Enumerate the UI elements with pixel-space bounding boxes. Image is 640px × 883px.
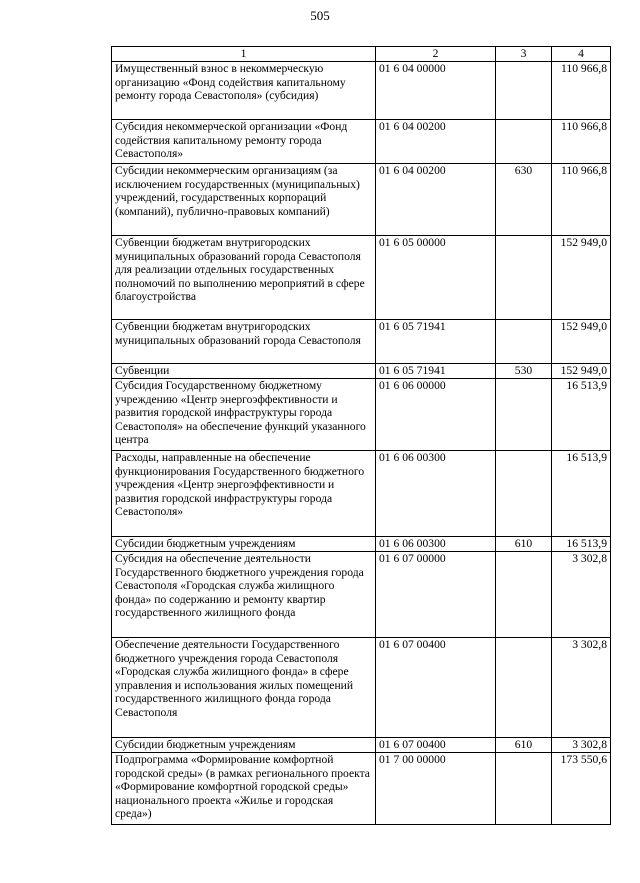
row-type — [496, 379, 552, 451]
table-row — [112, 120, 611, 164]
row-name: Субвенции бюджетам внутригородских муниципальных образований города Севастополя — [112, 320, 376, 364]
row-code: 01 6 04 00200 — [376, 164, 496, 236]
table-row — [112, 638, 611, 738]
row-type — [496, 552, 552, 638]
row-name: Подпрограмма «Формирование комфортной городской среды» (в рамках регионального проекта «Формирование комфортной городской среды» национального проекта «Жилье и городская среда») — [112, 753, 376, 825]
row-amount: 110 966,8 — [552, 62, 611, 120]
table-row — [112, 364, 611, 379]
row-type — [496, 62, 552, 120]
row-name: Субсидии бюджетным учреждениям — [112, 537, 376, 552]
row-amount: 3 302,8 — [552, 738, 611, 753]
table-row — [112, 164, 611, 236]
column-header-code: 2 — [376, 47, 496, 62]
budget-table — [111, 46, 611, 825]
row-amount: 173 550,6 — [552, 753, 611, 825]
row-type — [496, 236, 552, 320]
row-amount: 3 302,8 — [552, 552, 611, 638]
row-name: Расходы, направленные на обеспечение функционирования Государственного бюджетного учреждения «Центр энергоэффективности и развития городской инфраструктуры города Севастополя» — [112, 451, 376, 537]
column-header-amount: 4 — [552, 47, 611, 62]
page-number: 505 — [310, 8, 330, 23]
column-header-name: 1 — [112, 47, 376, 62]
header-row — [112, 47, 611, 62]
row-name: Субсидии бюджетным учреждениям — [112, 738, 376, 753]
table-row — [112, 537, 611, 552]
table-row — [112, 320, 611, 364]
row-amount: 152 949,0 — [552, 364, 611, 379]
row-type: 630 — [496, 164, 552, 236]
table-row — [112, 753, 611, 825]
row-name: Субсидия некоммерческой организации «Фонд содействия капитальному ремонту города Севастополя» — [112, 120, 376, 164]
row-type — [496, 753, 552, 825]
table-row — [112, 62, 611, 120]
row-type: 610 — [496, 537, 552, 552]
row-amount: 110 966,8 — [552, 120, 611, 164]
table-row — [112, 379, 611, 451]
row-amount: 16 513,9 — [552, 537, 611, 552]
table-row — [112, 451, 611, 537]
row-code: 01 6 06 00000 — [376, 379, 496, 451]
row-code: 01 6 05 71941 — [376, 320, 496, 364]
row-type — [496, 451, 552, 537]
row-name: Обеспечение деятельности Государственного бюджетного учреждения города Севастополя «Городская служба жилищного фонда» в сфере управления и использования жилых помещений государственного жилищного фонда города Севастополя — [112, 638, 376, 738]
row-type: 610 — [496, 738, 552, 753]
row-amount: 152 949,0 — [552, 236, 611, 320]
row-code: 01 7 00 00000 — [376, 753, 496, 825]
row-amount: 110 966,8 — [552, 164, 611, 236]
row-name: Имущественный взнос в некоммерческую организацию «Фонд содействия капитальному ремонту города Севастополя» (субсидия) — [112, 62, 376, 120]
table-row — [112, 738, 611, 753]
row-code: 01 6 07 00400 — [376, 638, 496, 738]
row-type — [496, 638, 552, 738]
row-code: 01 6 04 00200 — [376, 120, 496, 164]
row-amount: 3 302,8 — [552, 638, 611, 738]
row-name: Субвенции бюджетам внутригородских муниципальных образований города Севастополя для реализации отдельных государственных полномочий по выполнению мероприятий в сфере благоустройства — [112, 236, 376, 320]
table-row — [112, 236, 611, 320]
row-name: Субсидии некоммерческим организациям (за исключением государственных (муниципальных) учреждений, государственных корпораций (компаний), публично-правовых компаний) — [112, 164, 376, 236]
row-code: 01 6 06 00300 — [376, 451, 496, 537]
row-amount: 16 513,9 — [552, 379, 611, 451]
row-code: 01 6 07 00400 — [376, 738, 496, 753]
row-type: 530 — [496, 364, 552, 379]
row-code: 01 6 06 00300 — [376, 537, 496, 552]
row-name: Субсидия на обеспечение деятельности Государственного бюджетного учреждения города Севастополя «Городская служба жилищного фонда» по содержанию и ремонту квартир государственного жилищного фонда — [112, 552, 376, 638]
row-code: 01 6 07 00000 — [376, 552, 496, 638]
row-type — [496, 120, 552, 164]
row-amount: 152 949,0 — [552, 320, 611, 364]
row-code: 01 6 05 71941 — [376, 364, 496, 379]
table-row — [112, 552, 611, 638]
row-name: Субвенции — [112, 364, 376, 379]
row-amount: 16 513,9 — [552, 451, 611, 537]
row-type — [496, 320, 552, 364]
column-header-type: 3 — [496, 47, 552, 62]
row-code: 01 6 04 00000 — [376, 62, 496, 120]
row-code: 01 6 05 00000 — [376, 236, 496, 320]
row-name: Субсидия Государственному бюджетному учреждению «Центр энергоэффективности и развития городской инфраструктуры города Севастополя» на обеспечение функций указанного центра — [112, 379, 376, 451]
